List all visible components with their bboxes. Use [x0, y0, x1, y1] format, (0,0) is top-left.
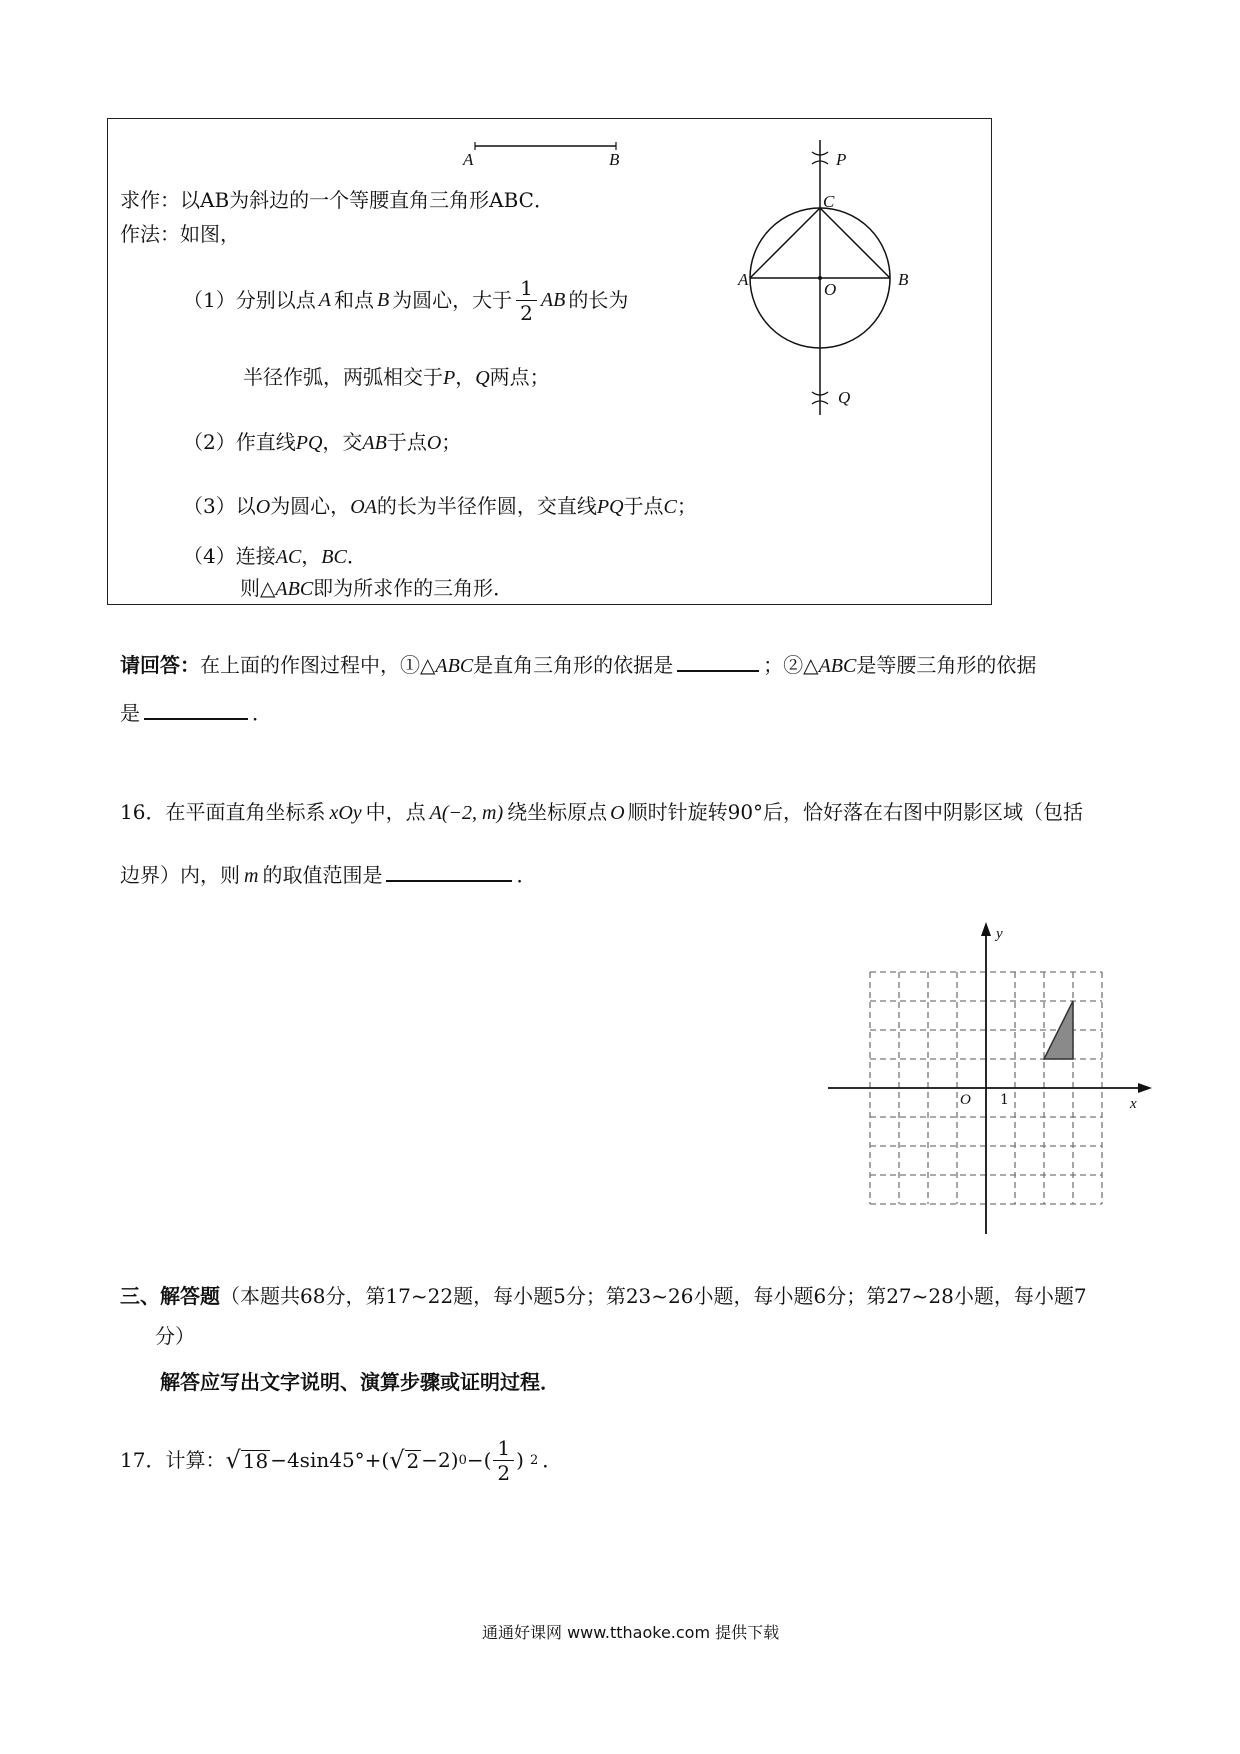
step4-c-pt: C: [287, 546, 302, 568]
label-o: O: [824, 280, 837, 299]
step4-b-pt: B: [321, 546, 334, 568]
answer-blank-1[interactable]: [677, 652, 759, 672]
step3-c: 的长为半径作圆，交直线: [376, 494, 597, 518]
step2-a-pt: A: [362, 432, 375, 454]
step-3: [183, 496, 697, 517]
segment-label-b: B: [609, 150, 620, 169]
step3-a: （3）以: [183, 494, 256, 518]
answer-e: 是: [120, 701, 140, 725]
section3-title: 三、解答题: [120, 1284, 220, 1308]
answer-prompt-line1: [120, 652, 1036, 676]
q16-blank[interactable]: [386, 862, 512, 882]
step3-q: Q: [609, 496, 624, 518]
label-p: P: [836, 150, 847, 169]
step1-point-q: Q: [475, 367, 490, 389]
step4-line2-a-pt: A: [275, 578, 288, 600]
answer-c: ；②△: [763, 653, 819, 677]
answer-prompt-line2: [120, 700, 272, 723]
q16-point: A(−2, m): [429, 802, 504, 824]
answer-a: 在上面的作图过程中，①△: [200, 653, 436, 677]
label-c: C: [823, 192, 835, 211]
x-axis-arrow: [1138, 1083, 1152, 1093]
q16-d: 顺时针旋转90°后，恰好落在右图中阴影区域（包括: [627, 800, 1084, 824]
step2-o: O: [426, 432, 442, 454]
q17-sqrt-sign-2: √: [389, 1446, 405, 1474]
section3-header: [120, 1286, 1087, 1306]
answer-blank-2[interactable]: [144, 700, 248, 720]
coordinate-grid-figure: [820, 920, 1160, 1240]
answer-lead: 请回答：: [120, 653, 200, 677]
q17-expr-g: ．: [542, 1448, 563, 1472]
q16-e: 边界）内，则: [120, 863, 240, 887]
step3-o: O: [255, 496, 271, 518]
step1-line2-b: 两点；: [489, 365, 550, 389]
step2-a: （2）作直线: [183, 430, 296, 454]
section3-desc2: 分）: [155, 1324, 195, 1348]
step4-c-pt2: C: [333, 546, 347, 568]
step1-segment-b: B: [553, 289, 566, 311]
step-4: （4）连接AC，BC．: [183, 544, 367, 568]
step1-line2-a: 半径作弧，两弧相交于: [243, 365, 443, 389]
answer-d: 是等腰三角形的依据: [856, 653, 1037, 677]
step-1: [183, 270, 628, 330]
q17-expr-b: −4sin45°+(: [270, 1448, 390, 1472]
step2-d: ；: [441, 430, 462, 454]
step-2: [183, 432, 461, 453]
point-o: [818, 276, 822, 280]
shaded-region: [1044, 1001, 1073, 1059]
step4-a: （4）连接: [183, 544, 276, 568]
half-fraction-den: 2: [520, 300, 533, 325]
step4-line2-b-pt: B: [287, 578, 300, 600]
step3-d: 于点: [623, 494, 664, 518]
answer-abc-1a: A: [435, 655, 448, 677]
segment-bc: [820, 208, 890, 278]
label-q: Q: [838, 388, 851, 407]
q17-expr-d: −2): [421, 1448, 459, 1472]
q16-number: 16．: [120, 800, 166, 824]
answer-abc-2c: C: [843, 655, 857, 677]
step2-b: ，交: [322, 430, 363, 454]
step-4-line2: [240, 578, 513, 599]
q16-c: 绕坐标原点: [507, 800, 608, 824]
y-axis-arrow: [981, 922, 991, 936]
answer-abc-2b: B: [830, 655, 843, 677]
answer-abc-1b: B: [447, 655, 460, 677]
step3-p: P: [596, 496, 610, 518]
q16-a: 在平面直角坐标系: [165, 800, 326, 824]
segment-label-a: A: [463, 150, 474, 169]
grid-label-o: O: [960, 1092, 971, 1108]
q17-sqrt-sign-1: √: [225, 1446, 241, 1474]
segment-ac: [750, 208, 820, 278]
q17-expr-f: ): [516, 1448, 524, 1472]
task-text: 求作：以AB为斜边的一个等腰直角三角形ABC．: [120, 188, 554, 212]
step2-q: Q: [307, 432, 323, 454]
q17-expr-c: 2: [406, 1448, 420, 1473]
step4-line2-a: 则△: [240, 576, 276, 600]
step3-e: ；: [676, 494, 697, 518]
answer-abc-2a: A: [818, 655, 831, 677]
step3-cpt: C: [663, 496, 677, 518]
section3-desc: （本题共68分，第17~22题，每小题5分；第23~26小题，每小题6分；第27~28小题，每小题7: [220, 1284, 1087, 1308]
step3-o2: O: [350, 496, 365, 518]
q16-line1: [120, 802, 1083, 823]
grid-label-y: y: [996, 926, 1003, 942]
q16-o: O: [610, 802, 625, 824]
step4-line2-c-pt: C: [299, 578, 314, 600]
q17-exp0: 0: [458, 1452, 467, 1468]
step1-point-b: B: [376, 289, 390, 311]
step2-c: 于点: [386, 430, 427, 454]
step1-b: 和点: [333, 288, 374, 312]
step3-a-pt: A: [364, 496, 377, 518]
q17-number: 17．: [120, 1448, 166, 1472]
q16-f: 的取值范围是: [262, 863, 383, 887]
label-a: A: [738, 270, 749, 289]
grid-label-one: 1: [1000, 1092, 1009, 1108]
step4-line2-b: 即为所求作的三角形．: [313, 576, 514, 600]
answer-abc-1c: C: [459, 655, 474, 677]
step1-c: 为圆心，大于: [392, 288, 513, 312]
q17-frac-den: 2: [497, 1460, 511, 1485]
step4-b: ．: [346, 544, 367, 568]
q17-expr-a: 18: [242, 1448, 269, 1473]
grid-label-x: x: [1130, 1096, 1137, 1112]
step1-point-p: P: [443, 367, 456, 389]
q16-b: 中，点: [365, 800, 426, 824]
step1-a: （1）分别以点: [183, 288, 316, 312]
step1-point-a: A: [318, 289, 331, 311]
label-b: B: [898, 270, 909, 289]
step-1-line2: 半径作弧，两弧相交于P，Q两点；: [243, 365, 550, 389]
q17-exp2: 2: [529, 1452, 539, 1468]
answer-b: 是直角三角形的依据是: [473, 653, 674, 677]
q17-fraction: [493, 1435, 514, 1485]
footer-text: 通通好课网 www.tthaoke.com 提供下载: [482, 1623, 780, 1642]
step1-segment-a: A: [540, 289, 554, 311]
q16-line2: [120, 862, 536, 886]
q17-frac-num: 1: [493, 1438, 514, 1461]
q16-m: m: [244, 865, 259, 887]
step2-b-pt: B: [374, 432, 387, 454]
q17: [120, 1432, 562, 1488]
q16-xoy: xOy: [329, 802, 362, 824]
half-fraction: [516, 275, 537, 325]
step2-p: P: [295, 432, 308, 454]
step4-a-pt: A: [275, 546, 288, 568]
step3-b: 为圆心，: [270, 494, 351, 518]
q17-lead: 计算：: [165, 1448, 226, 1472]
q17-expr-e: −(: [466, 1448, 492, 1472]
method-text: 作法：如图，: [120, 222, 240, 246]
q16-g: ．: [516, 863, 537, 887]
step1-d: 的长为: [568, 288, 629, 312]
answer-f: ．: [252, 701, 272, 725]
section3-note: 解答应写出文字说明、演算步骤或证明过程．: [160, 1370, 560, 1394]
half-fraction-num: 1: [516, 278, 537, 301]
